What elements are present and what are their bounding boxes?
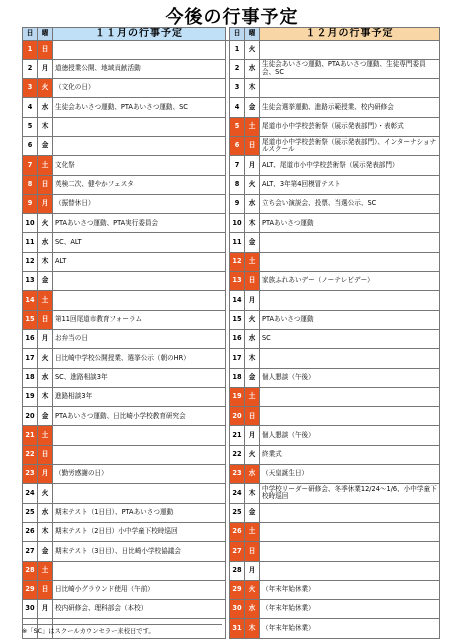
table-row [23,214,440,233]
dec-day-cell: 11 [230,233,245,252]
nov-event-cell: 生徒会あいさつ運動、PTAあいさつ運動、SC [53,98,226,117]
nov-weekday-cell: 土 [38,156,53,175]
dec-weekday-cell: 日 [245,407,260,426]
dec-weekday-cell: 土 [245,252,260,271]
nov-event-cell: SC、ALT [53,233,226,252]
dec-day-cell: 3 [230,79,245,98]
nov-day-cell: 13 [23,272,38,291]
nov-event-cell: （文化の日） [53,79,226,98]
nov-day-cell: 15 [23,310,38,329]
dec-event-cell [260,233,440,252]
nov-day-cell: 26 [23,522,38,541]
dec-day-cell: 6 [230,136,245,155]
dec-weekday-cell: 金 [245,98,260,117]
dec-day-cell: 1 [230,40,245,59]
dec-day-cell: 12 [230,252,245,271]
table-row [23,79,440,98]
dec-event-cell: 終業式 [260,445,440,464]
nov-event-cell [53,40,226,59]
nov-event-cell: （勤労感謝の日） [53,465,226,484]
nov-day-cell: 21 [23,426,38,445]
dec-day-cell: 14 [230,291,245,310]
nov-weekday-cell: 金 [38,272,53,291]
dec-weekday-cell: 木 [245,79,260,98]
nov-day-cell: 12 [23,252,38,271]
dec-weekday-cell: 木 [245,619,260,638]
nov-day-cell: 17 [23,349,38,368]
dec-day-header: 日 [230,28,245,41]
nov-weekday-cell: 日 [38,580,53,599]
dec-event-cell: 個人懇談（午後） [260,368,440,387]
nov-event-cell [53,426,226,445]
nov-day-cell: 6 [23,136,38,155]
dec-event-cell: 尾道市小中学校芸術祭（展示発表部門）、インターナショナルスクール [260,136,440,155]
nov-event-cell: ALT [53,252,226,271]
table-row [23,59,440,78]
footnote: ※「SC」はスクールカウンセラー来校日です。 [22,624,222,635]
dec-weekday-cell: 金 [245,503,260,522]
dec-day-cell: 17 [230,349,245,368]
nov-event-cell: SC、進路相談3年 [53,368,226,387]
dec-day-cell: 16 [230,329,245,348]
table-row [23,445,440,464]
nov-day-cell: 14 [23,291,38,310]
dec-weekday-cell: 日 [245,272,260,291]
nov-weekday-cell: 火 [38,349,53,368]
table-row [23,600,440,619]
dec-day-cell: 23 [230,465,245,484]
nov-day-cell: 30 [23,600,38,619]
dec-weekday-cell: 水 [245,194,260,213]
dec-day-cell: 31 [230,619,245,638]
nov-weekday-cell: 金 [38,542,53,561]
nov-weekday-cell: 金 [38,136,53,155]
nov-event-cell [53,136,226,155]
dec-day-cell: 8 [230,175,245,194]
page-title: 今後の行事予定 [165,7,299,28]
dec-event-cell: 尾道市小中学校芸術祭（展示発表部門）・表彰式 [260,117,440,136]
nov-event-cell: 日比崎中学校公開授業、選挙公示（朝のHR） [53,349,226,368]
nov-weekday-cell: 木 [38,387,53,406]
dec-weekday-cell: 月 [245,291,260,310]
table-row [23,387,440,406]
dec-day-cell: 21 [230,426,245,445]
dec-event-cell: （年末年始休業） [260,600,440,619]
nov-day-cell: 24 [23,484,38,503]
nov-event-cell [53,117,226,136]
nov-weekday-cell: 水 [38,233,53,252]
dec-weekday-cell: 木 [245,484,260,503]
dec-weekday-cell: 水 [245,465,260,484]
dec-day-cell: 7 [230,156,245,175]
dec-event-cell: 生徒会あいさつ運動、PTAあいさつ運動、生徒専門委員会、SC [260,59,440,78]
nov-day-cell: 7 [23,156,38,175]
dec-day-cell: 18 [230,368,245,387]
dec-event-cell: SC [260,329,440,348]
nov-weekday-cell: 木 [38,117,53,136]
table-row [23,522,440,541]
dec-event-cell: （年末年始休業） [260,580,440,599]
dec-event-cell: （年末年始休業） [260,619,440,638]
nov-weekday-cell: 月 [38,600,53,619]
nov-weekday-cell: 水 [38,368,53,387]
dec-weekday-cell: 水 [245,59,260,78]
dec-day-cell: 10 [230,214,245,233]
table-row [23,310,440,329]
dec-event-cell: 生徒会選挙運動、進路示範授業、校内研修会 [260,98,440,117]
table-row [23,98,440,117]
dec-day-cell: 24 [230,484,245,503]
schedule-table [22,27,440,639]
dec-day-cell: 4 [230,98,245,117]
dec-weekday-cell: 金 [245,233,260,252]
dec-event-cell [260,407,440,426]
nov-weekday-cell: 日 [38,40,53,59]
dec-weekday-cell: 土 [245,387,260,406]
nov-day-cell: 2 [23,59,38,78]
nov-event-cell [53,484,226,503]
dec-weekday-cell: 水 [245,329,260,348]
dec-weekday-cell: 火 [245,175,260,194]
table-row [23,465,440,484]
nov-day-cell: 19 [23,387,38,406]
nov-event-cell: 期末テスト（3日目）、日比崎小学校協議会 [53,542,226,561]
dec-event-cell [260,79,440,98]
dec-day-cell: 30 [230,600,245,619]
dec-event-cell [260,542,440,561]
table-row [23,233,440,252]
dec-day-cell: 25 [230,503,245,522]
dec-weekday-cell: 土 [245,522,260,541]
table-row [23,136,440,155]
dec-weekday-cell: 月 [245,426,260,445]
nov-event-cell: お弁当の日 [53,329,226,348]
table-row [23,272,440,291]
table-row [23,156,440,175]
dec-event-cell [260,522,440,541]
dec-day-cell: 9 [230,194,245,213]
dec-weekday-cell: 火 [245,310,260,329]
nov-weekday-header: 曜 [38,28,53,41]
nov-weekday-cell: 水 [38,98,53,117]
table-row [23,117,440,136]
nov-event-cell [53,561,226,580]
dec-weekday-cell: 金 [245,368,260,387]
dec-event-cell [260,252,440,271]
nov-weekday-cell: 日 [38,310,53,329]
table-row [23,542,440,561]
nov-day-cell: 22 [23,445,38,464]
nov-event-cell: PTAあいさつ運動、PTA実行委員会 [53,214,226,233]
dec-weekday-cell: 火 [245,40,260,59]
table-row [23,580,440,599]
dec-day-cell: 28 [230,561,245,580]
table-row [23,561,440,580]
nov-weekday-cell: 火 [38,214,53,233]
dec-event-cell [260,40,440,59]
dec-day-cell: 22 [230,445,245,464]
nov-day-cell: 3 [23,79,38,98]
table-header-row [23,28,440,41]
dec-weekday-cell: 土 [245,117,260,136]
dec-weekday-cell: 日 [245,136,260,155]
dec-event-cell: 立ち会い演説会、投票、当選公示、SC [260,194,440,213]
nov-event-cell [53,272,226,291]
nov-weekday-cell: 土 [38,561,53,580]
nov-weekday-cell: 火 [38,484,53,503]
table-row [23,407,440,426]
nov-weekday-cell: 月 [38,329,53,348]
nov-weekday-cell: 水 [38,503,53,522]
nov-event-cell: 道徳授業公開、地域貢献活動 [53,59,226,78]
nov-day-cell: 4 [23,98,38,117]
dec-event-cell: 個人懇談（午後） [260,426,440,445]
nov-weekday-cell: 月 [38,465,53,484]
nov-event-cell: 日比崎小グラウンド使用（午前） [53,580,226,599]
dec-weekday-cell: 月 [245,561,260,580]
nov-day-cell: 9 [23,194,38,213]
nov-event-cell: 第11回尾道市教育フォーラム [53,310,226,329]
table-row [23,40,440,59]
dec-day-cell: 20 [230,407,245,426]
nov-event-cell: 期末テスト（1日目）、PTAあいさつ運動 [53,503,226,522]
nov-weekday-cell: 月 [38,59,53,78]
dec-weekday-cell: 木 [245,214,260,233]
table-row [23,349,440,368]
nov-event-cell: 進路相談3年 [53,387,226,406]
dec-day-cell: 26 [230,522,245,541]
nov-day-cell: 23 [23,465,38,484]
nov-day-cell: 10 [23,214,38,233]
dec-weekday-cell: 火 [245,445,260,464]
nov-weekday-cell: 金 [38,407,53,426]
dec-day-cell: 13 [230,272,245,291]
nov-weekday-cell: 火 [38,79,53,98]
nov-weekday-cell: 日 [38,175,53,194]
dec-day-cell: 19 [230,387,245,406]
table-row [23,368,440,387]
nov-day-cell: 18 [23,368,38,387]
nov-event-cell: 校内研修会、理科部会（本校） [53,600,226,619]
dec-weekday-cell: 月 [245,156,260,175]
nov-event-cell: 期末テスト（2日目）小中学童下校時巡回 [53,522,226,541]
nov-event-cell: 文化祭 [53,156,226,175]
nov-event-cell: 英検二次、健やかフェスタ [53,175,226,194]
dec-event-cell: 家族ふれあいデー（ノーテレビデー） [260,272,440,291]
nov-day-cell: 29 [23,580,38,599]
dec-event-cell: （天皇誕生日） [260,465,440,484]
nov-day-cell: 8 [23,175,38,194]
nov-day-cell: 27 [23,542,38,561]
nov-day-cell: 20 [23,407,38,426]
dec-weekday-cell: 日 [245,542,260,561]
nov-weekday-cell: 月 [38,194,53,213]
table-row [23,175,440,194]
dec-weekday-cell: 木 [245,349,260,368]
nov-day-header: 日 [23,28,38,41]
nov-event-cell [53,445,226,464]
nov-day-cell: 5 [23,117,38,136]
dec-weekday-cell: 水 [245,600,260,619]
dec-day-cell: 29 [230,580,245,599]
table-row [23,329,440,348]
dec-day-cell: 15 [230,310,245,329]
nov-day-cell: 28 [23,561,38,580]
dec-month-header: １２月の行事予定 [260,28,440,41]
dec-event-cell: ALT、尾道市小中学校芸術祭（展示発表部門） [260,156,440,175]
dec-day-cell: 27 [230,542,245,561]
dec-weekday-cell: 火 [245,580,260,599]
nov-weekday-cell: 土 [38,426,53,445]
nov-day-cell: 11 [23,233,38,252]
nov-month-header: １１月の行事予定 [53,28,226,41]
nov-day-cell: 1 [23,40,38,59]
dec-event-cell [260,387,440,406]
dec-event-cell [260,561,440,580]
nov-weekday-cell: 木 [38,252,53,271]
nov-weekday-cell: 木 [38,522,53,541]
table-row [23,194,440,213]
table-row [23,503,440,522]
dec-day-cell: 2 [230,59,245,78]
table-row [23,426,440,445]
dec-event-cell: ALT、3年第4回模冒テスト [260,175,440,194]
nov-event-cell: （振替休日） [53,194,226,213]
dec-event-cell: PTAあいさつ運動 [260,214,440,233]
nov-weekday-cell: 土 [38,291,53,310]
dec-event-cell [260,503,440,522]
nov-event-cell [53,291,226,310]
nov-day-cell: 16 [23,329,38,348]
nov-weekday-cell: 日 [38,445,53,464]
dec-event-cell: 中学校リーダー研修会、冬季休業12/24～1/6、小中学童下校時巡回 [260,484,440,503]
dec-event-cell: PTAあいさつ運動 [260,310,440,329]
table-row [23,484,440,503]
dec-event-cell [260,291,440,310]
dec-day-cell: 5 [230,117,245,136]
dec-weekday-header: 曜 [245,28,260,41]
table-row [23,252,440,271]
dec-event-cell [260,349,440,368]
nov-event-cell: PTAあいさつ運動、日比崎小学校教育研究会 [53,407,226,426]
nov-day-cell: 25 [23,503,38,522]
table-row [23,291,440,310]
